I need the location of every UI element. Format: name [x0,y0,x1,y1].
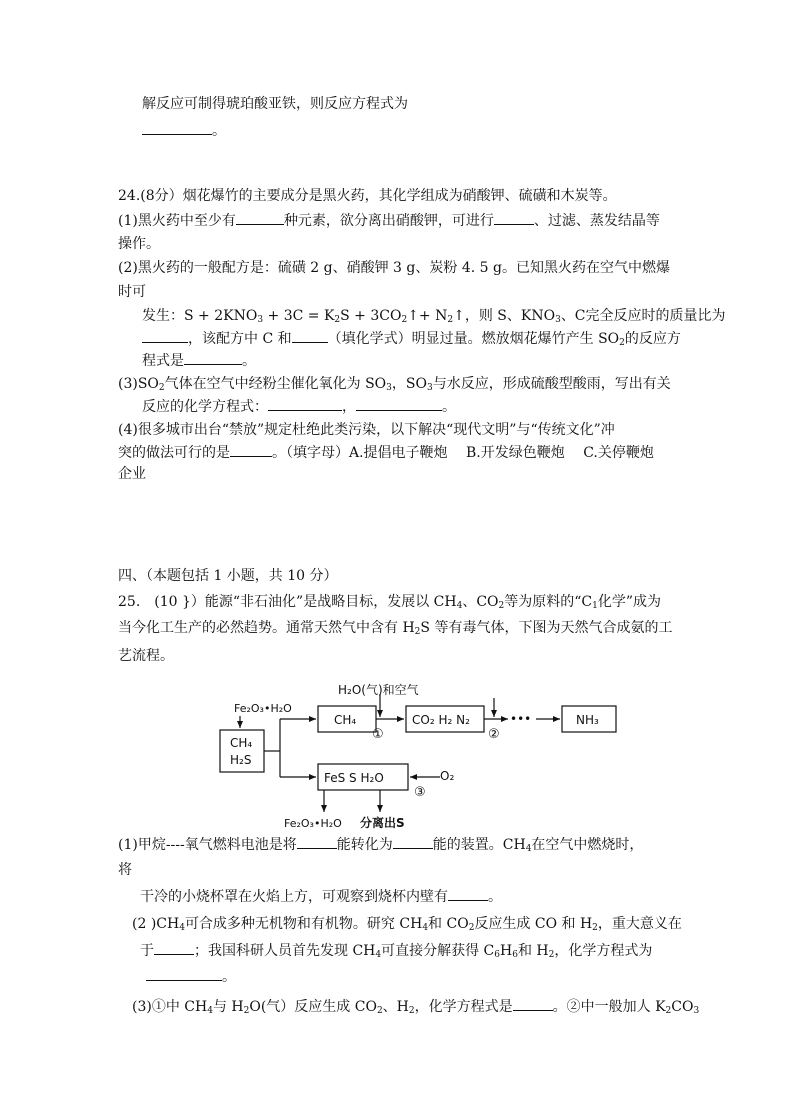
section4-header: 四、（本题包括 1 小题，共 10 分） [118,568,338,584]
q24-p4-line3: 企业 [118,466,146,482]
answer-blank[interactable] [154,940,194,955]
answer-blank[interactable] [297,834,337,849]
answer-blank[interactable] [292,328,328,343]
answer-blank[interactable] [146,966,222,981]
q25-line1: 25. (10 }）能源“非石油化”是战略目标，发展以 $CH_4$、$CO_2$等为原料的“$C_1$化学”成为 [118,594,662,611]
o2-label: O₂ [440,769,455,783]
q24-p3-line1: $(3)SO_2$气体在空气中经粉尘催化氧化为 $SO_3$，$SO_3$与水反应，形成硫酸型酸雨，写出有关 [118,376,671,393]
step1-marker: ① [372,727,384,742]
q24-p2-line3: 发生：$S + 2KNO_3 + 3C = K_2S$ + $3CO_2↑+$ $N_2↑$，则 S、$KNO_3$、C完全反应时的质量比为 [142,308,726,325]
q23-line2: 。 [142,120,226,141]
q25-line3: 艺流程。 [118,648,174,664]
q24-p1-line2: 操作。 [118,236,160,252]
q24-p2-line4: ，该配方中 C 和 （填化学式）明显过量。燃放烟花爆竹产生 $SO_2$的反应方 [142,328,681,349]
answer-blank[interactable] [142,328,188,343]
q24-p2-line2: 时可 [118,284,146,300]
q24-p4-line1: (4)很多城市出台“禁放”规定杜绝此类污染，以下解决“现代文明”与“传统文化”冲 [118,422,615,438]
answer-blank[interactable] [184,350,242,365]
output-s-label: 分离出S [360,816,405,830]
q23-line1: 解反应可制得琥珀酸亚铁，则反应方程式为 [142,96,408,112]
q25-p1-line1: (1)甲烷----氧气燃料电池是将 能转化为 能的装置。$CH_4$在空气中燃烧时， [118,834,643,855]
q24-p4-line2: 突的做法可行的是 。（填字母）A.提倡电子鞭炮 B.开发绿色鞭炮 C.关停鞭炮 [118,442,654,463]
nh3-label: NH₃ [576,713,599,727]
answer-blank[interactable] [236,210,284,225]
answer-blank[interactable] [513,996,553,1011]
q24-p3-line2: 反应的化学方程式： ， 。 [142,396,456,417]
q24-p2-line1: (2)黑火药的一般配方是：硫磺 2 g、硝酸钾 3 g、炭粉 4. 5 g。已知黑火药在空气中燃爆 [118,260,670,276]
answer-blank[interactable] [142,120,212,135]
q25-line2: 当今化工生产的必然趋势。通常天然气中含有 $H_2S$ 等有毒气体，下图为天然气合成氨的工 [118,620,673,637]
ellipsis-dots: ••• [510,712,532,726]
answer-blank[interactable] [393,834,433,849]
q25-p2-line3: 。 [146,966,236,987]
answer-blank[interactable] [494,210,534,225]
answer-blank[interactable] [448,886,488,901]
answer-blank[interactable] [230,442,272,457]
feed-h2s-label: H₂S [230,753,252,767]
q25-p2-line2: 于 ；我国科研人员首先发现 $CH_4$可直接分解获得 $C_6H_6$和 $H_2$，化学方程式为 [140,940,652,961]
step2-marker: ② [488,727,500,742]
q25-p1-line3: 干冷的小烧杯罩在火焰上方，可观察到烧杯内壁有 。 [140,886,502,907]
q24-p2-line5: 程式是 。 [142,350,256,371]
answer-blank[interactable] [268,396,342,411]
fes-label: FeS S H₂O [324,771,384,785]
ch4-label: CH₄ [334,713,357,727]
step3-marker: ③ [414,785,426,800]
q24-p1-line1: (1)黑火药中至少有 种元素，欲分离出硝酸钾，可进行 、过滤、蒸发结晶等 [118,210,660,231]
answer-blank[interactable] [356,396,442,411]
q24-header: 24.(8分）烟花爆竹的主要成分是黑火药，其化学组成为硝酸钾、硫磺和木炭等。 [118,188,617,204]
process-flow-diagram [212,680,632,832]
feed-ch4-label: CH₄ [230,736,253,750]
q25-p1-line2: 将 [118,862,132,878]
q25-p3-line1: (3)①中 $CH_4$与 $H_2O$(气）反应生成 $CO_2$、$H_2$，化学方程式是 。②中一般加人 $K_2CO_3$ [132,996,699,1017]
reagent-label: Fe₂O₃•H₂O [234,702,292,715]
product-gas-label: CO₂ H₂ N₂ [412,713,470,727]
output-fe2o3-label: Fe₂O₃•H₂O [284,817,342,830]
h2o-air-label: H₂O(气)和空气 [338,683,419,697]
q25-p2-line1: (2 )$CH_4$可合成多种无机物和有机物。研究 $CH_4$和 $CO_2$反应生成 CO 和 $H_2$，重大意义在 [132,916,682,933]
